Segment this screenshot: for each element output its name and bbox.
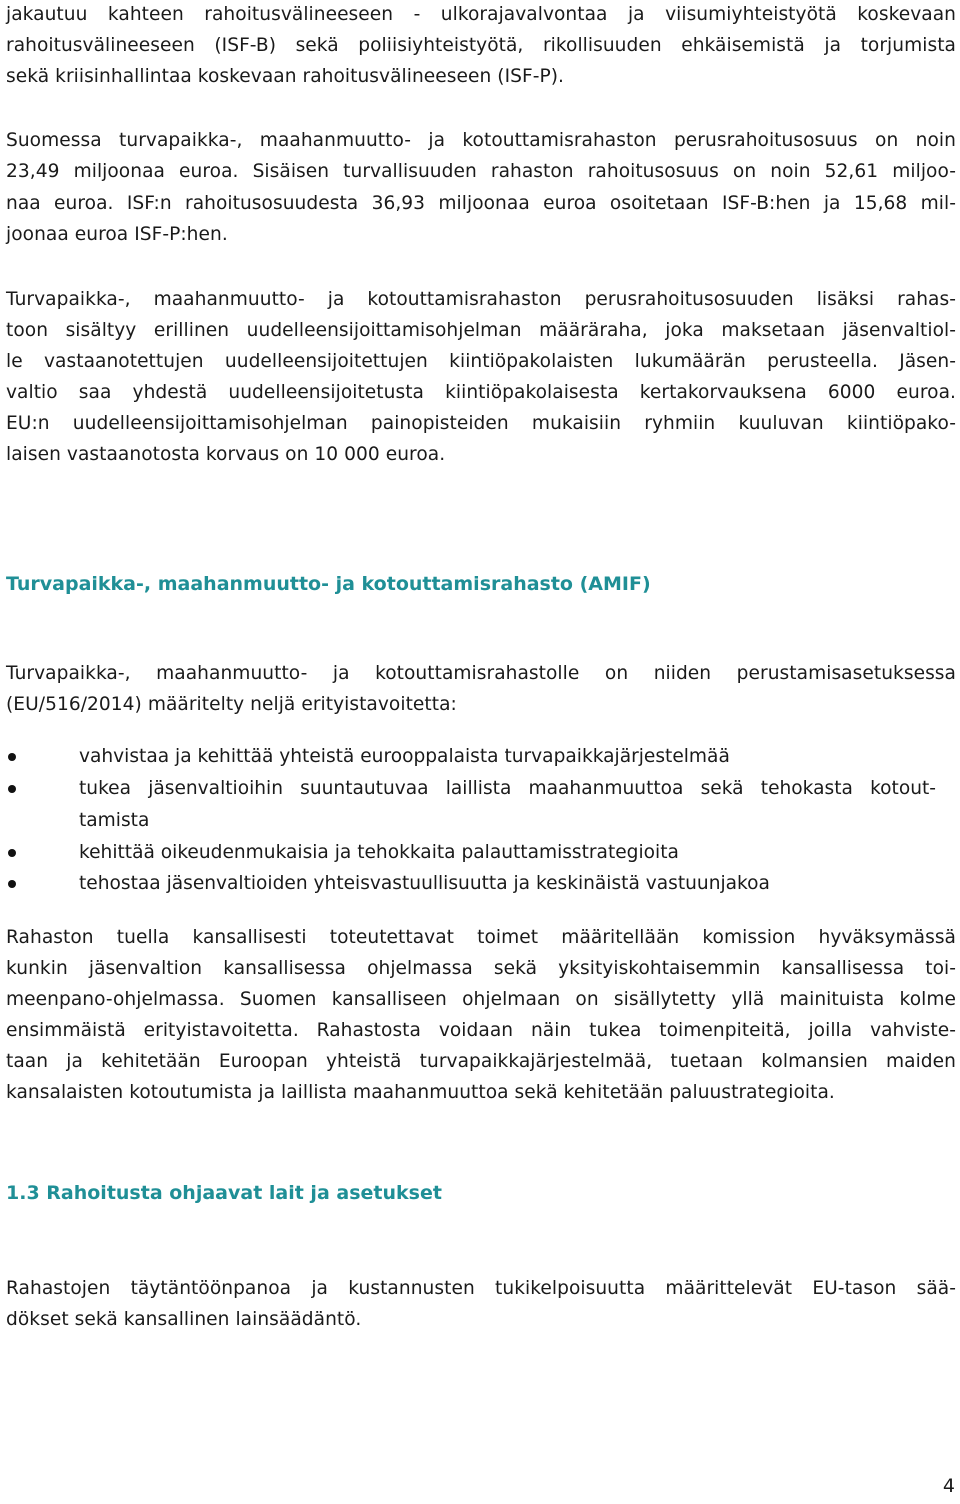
text-line: kunkin jäsenvaltion kansallisessa ohjelmassa sekä yksityiskohtaisemmin kansallisessa toi- [6,958,956,979]
text-line: Rahastojen täytäntöönpanoa ja kustannusten tukikelpoisuutta määrittelevät EU-tason sää- [6,1278,956,1299]
list-item-text: tehostaa jäsenvaltioiden yhteisvastuullisuutta ja keskinäistä vastuunjakoa [79,873,770,894]
text-line: toon sisältyy erillinen uudelleensijoittamisohjelman määräraha, joka maksetaan jäsenvaltiol- [6,320,956,341]
list-item-text: vahvistaa ja kehittää yhteistä eurooppalaista turvapaikkajärjestelmää [79,746,730,767]
text-line: kansalaisten kotoutumista ja laillista maahanmuuttoa sekä kehitetään paluustrategioita. [6,1082,835,1103]
text-line: taan ja kehitetään Euroopan yhteistä turvapaikkajärjestelmää, tuetaan kolmansien maiden [6,1051,956,1072]
text-line: Rahaston tuella kansallisesti toteutettavat toimet määritellään komission hyväksymässä [6,927,956,948]
list-item-text: kehittää oikeudenmukaisia ja tehokkaita palauttamisstrategioita [79,842,679,863]
bullet-icon [8,753,16,761]
text-line: laisen vastaanotosta korvaus on 10 000 euroa. [6,444,446,465]
bullet-icon [8,785,16,793]
bullet-icon [8,880,16,888]
section-heading-amif: Turvapaikka-, maahanmuutto- ja kotouttamisrahasto (AMIF) [6,573,651,595]
text-line: Suomessa turvapaikka-, maahanmuutto- ja kotouttamisrahaston perusrahoitusosuus on noin [6,130,956,151]
text-line: rahoitusvälineeseen (ISF-B) sekä poliisiyhteistyötä, rikollisuuden ehkäisemistä ja torjumista [6,35,956,56]
text-line: EU:n uudelleensijoittamisohjelman painopisteiden mukaisiin ryhmiin kuuluvan kiintiöpako- [6,413,956,434]
text-line: jakautuu kahteen rahoitusvälineeseen - ulkorajavalvontaa ja viisumiyhteistyötä koskevaan [6,4,956,25]
text-line: dökset sekä kansallinen lainsäädäntö. [6,1309,362,1330]
list-item-text: tamista [79,810,150,831]
page-number: 4 [942,1475,955,1497]
text-line: Turvapaikka-, maahanmuutto- ja kotouttamisrahaston perusrahoitusosuuden lisäksi rahas- [6,289,956,310]
text-line: ensimmäistä erityistavoitetta. Rahastosta voidaan näin tukea toimenpiteitä, joilla vahviste- [6,1020,956,1041]
list-item-text: tukea jäsenvaltioihin suuntautuvaa laillista maahanmuuttoa sekä tehokasta kotout- [79,778,936,799]
text-line: meenpano-ohjelmassa. Suomen kansalliseen ohjelmaan on sisällytetty yllä mainituista kolme [6,989,956,1010]
text-line: joonaa euroa ISF-P:hen. [6,224,228,245]
text-line: naa euroa. ISF:n rahoitusosuudesta 36,93 miljoonaa euroa osoitetaan ISF-B:hen ja 15,68 mil- [6,193,956,214]
text-line: Turvapaikka-, maahanmuutto- ja kotouttamisrahastolle on niiden perustamisasetuksessa [6,663,956,684]
section-heading-1-3: 1.3 Rahoitusta ohjaavat lait ja asetukset [6,1182,442,1204]
bullet-icon [8,849,16,857]
text-line: le vastaanotettujen uudelleensijoitettujen kiintiöpakolaisten lukumäärän perusteella. Jäsen- [6,351,956,372]
text-line: sekä kriisinhallintaa koskevaan rahoitusvälineeseen (ISF-P). [6,66,565,87]
text-line: 23,49 miljoonaa euroa. Sisäisen turvallisuuden rahaston rahoitusosuus on noin 52,61 miljoo- [6,161,956,182]
text-line: valtio saa yhdestä uudelleensijoitetusta kiintiöpakolaisesta kertakorvauksena 6000 euroa. [6,382,956,403]
text-line: (EU/516/2014) määritelty neljä erityistavoitetta: [6,694,457,715]
